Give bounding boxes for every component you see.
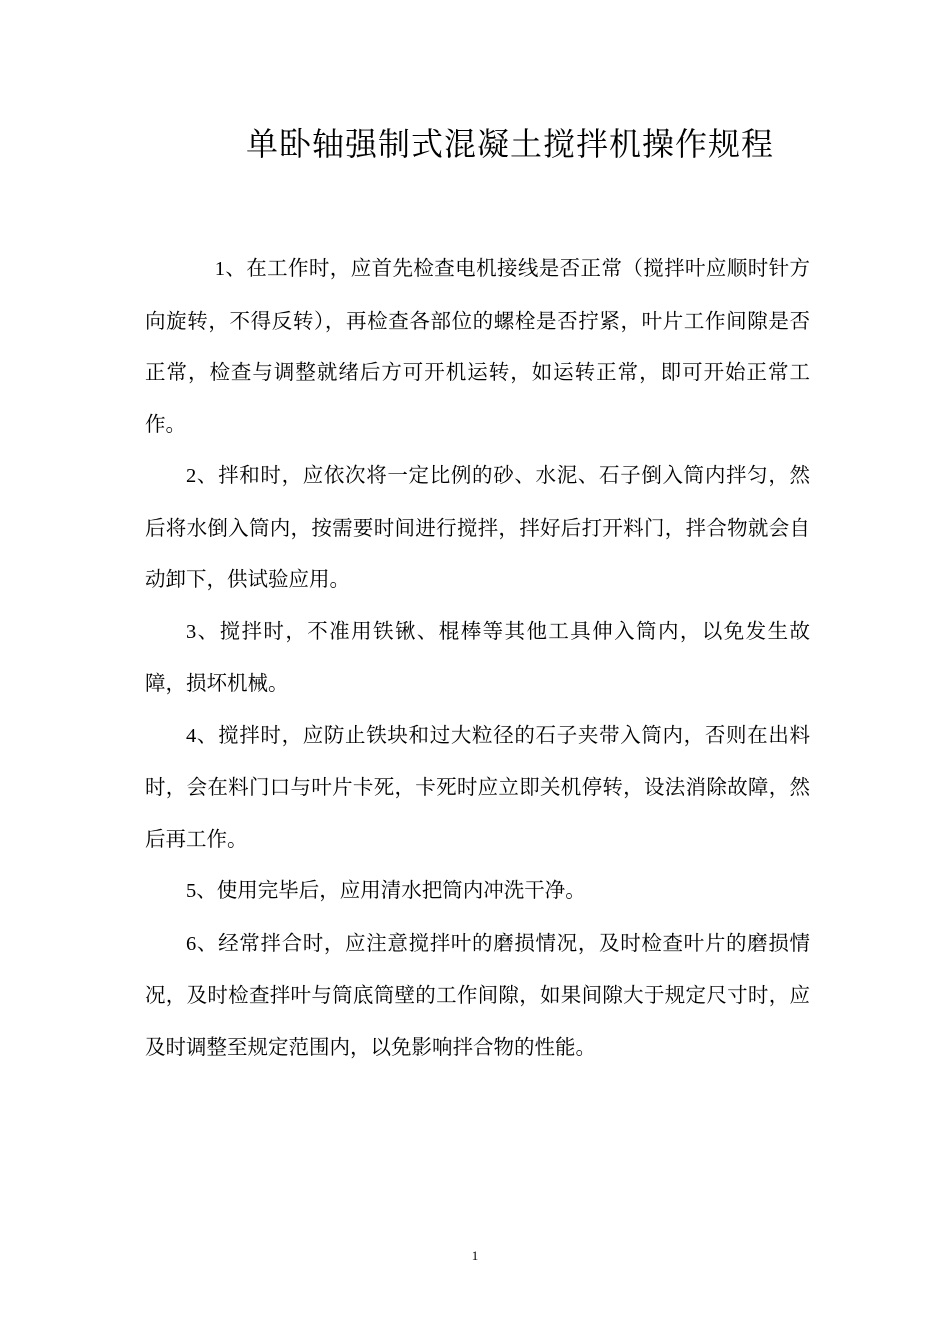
paragraph-text: 、在工作时，应首先检查电机接线是否正常（搅拌叶应顺时针方向旋转，不得反转），再检查各部位的螺栓是否拧紧，叶片工作间隙是否正常，检查与调整就绪后方可开机运转，如运转正常，即可开始正常工作。: [145, 256, 810, 436]
paragraph-text: 、拌和时，应依次将一定比例的砂、水泥、石子倒入筒内拌匀，然后将水倒入筒内，按需要时间进行搅拌，拌好后打开料门，拌合物就会自动卸下，供试验应用。: [145, 463, 810, 591]
paragraph-number: 4: [186, 724, 197, 747]
paragraph-6: [145, 918, 810, 1074]
paragraph-3: [145, 606, 810, 710]
paragraph-text: 、搅拌时，不准用铁锹、棍棒等其他工具伸入筒内，以免发生故障，损坏机械。: [145, 618, 810, 695]
document-title: 单卧轴强制式混凝土搅拌机操作规程: [245, 125, 774, 163]
paragraph-text: 、经常拌合时，应注意搅拌叶的磨损情况，及时检查叶片的磨损情况，及时检查拌叶与筒底筒壁的工作间隙，如果间隙大于规定尺寸时，应及时调整至规定范围内，以免影响拌合物的性能。: [145, 930, 810, 1059]
document-body: [145, 243, 810, 1073]
paragraph-2: [145, 450, 810, 606]
paragraph-1: [145, 243, 810, 450]
paragraph-text: 、使用完毕后，应用清水把筒内冲洗干净。: [196, 878, 586, 902]
paragraph-number: 1: [214, 258, 225, 280]
paragraph-text: 、搅拌时，应防止铁块和过大粒径的石子夹带入筒内，否则在出料时，会在料门口与叶片卡死，卡死时应立即关机停转，设法消除故障，然后再工作。: [145, 722, 810, 851]
paragraph-4: [145, 710, 810, 866]
paragraph-number: 3: [186, 620, 197, 643]
paragraph-number: 2: [186, 465, 197, 487]
page-number: 1: [471, 1248, 479, 1263]
paragraph-5: [145, 865, 810, 918]
paragraph-number: 5: [186, 880, 197, 902]
paragraph-number: 6: [186, 932, 197, 955]
